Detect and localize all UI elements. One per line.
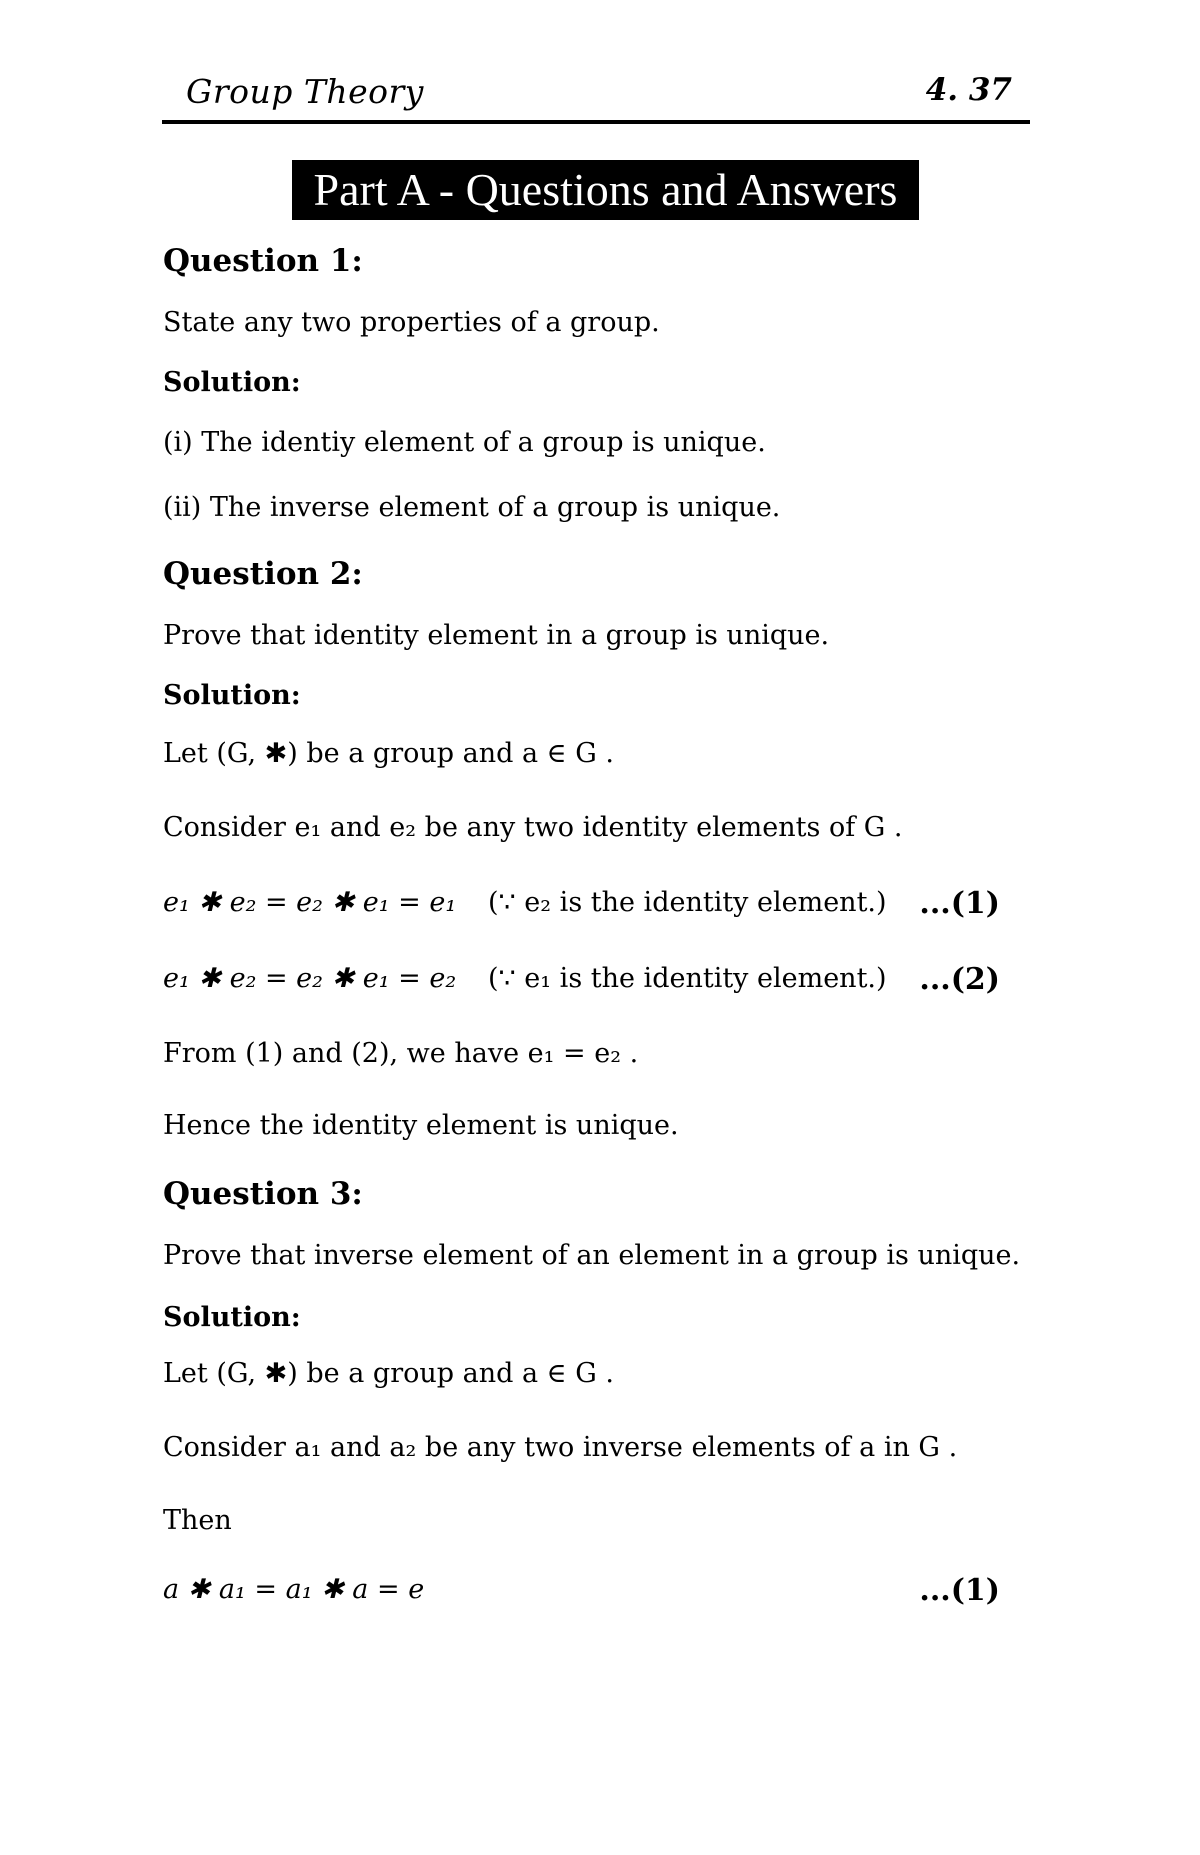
question-2-equation-1: e₁ ✱ e₂ = e₂ ✱ e₁ = e₁ — [163, 887, 457, 918]
question-1-answer-2: (ii) The inverse element of a group is unique. — [163, 492, 781, 523]
question-3-equation-1: a ✱ a₁ = a₁ ✱ a = e — [163, 1574, 425, 1605]
question-3-line-2: Consider a₁ and a₂ be any two inverse elements of a in G . — [163, 1432, 958, 1463]
question-3-line-1: Let (G, ✱) be a group and a ∈ G . — [163, 1358, 614, 1389]
question-1-text: State any two properties of a group. — [163, 307, 660, 338]
question-2-text: Prove that identity element in a group is unique. — [163, 620, 830, 651]
question-1-solution-label: Solution: — [163, 367, 301, 398]
question-2-equation-1-note: (∵ e₂ is the identity element.) — [488, 887, 887, 918]
question-3-line-3: Then — [163, 1505, 232, 1536]
question-2-line-2: Consider e₁ and e₂ be any two identity elements of G . — [163, 812, 903, 843]
question-2-heading: Question 2: — [163, 556, 363, 592]
question-2-equation-2-note: (∵ e₁ is the identity element.) — [488, 963, 887, 994]
question-2-line-4: Hence the identity element is unique. — [163, 1110, 679, 1141]
question-2-equation-2: e₁ ✱ e₂ = e₂ ✱ e₁ = e₂ — [163, 963, 457, 994]
question-2-line-3: From (1) and (2), we have e₁ = e₂ . — [163, 1038, 639, 1069]
question-3-equation-1-number: ...(1) — [919, 1573, 1000, 1608]
question-1-answer-1: (i) The identiy element of a group is unique. — [163, 427, 766, 458]
question-2-line-1: Let (G, ✱) be a group and a ∈ G . — [163, 738, 614, 769]
part-title: Part A - Questions and Answers — [292, 160, 919, 220]
page-header — [162, 62, 1030, 124]
question-2-equation-1-number: ...(1) — [919, 886, 1000, 921]
page-number: 4. 37 — [925, 72, 1012, 108]
question-2-solution-label: Solution: — [163, 680, 301, 711]
question-2-equation-2-number: ...(2) — [919, 962, 1000, 997]
question-3-heading: Question 3: — [163, 1176, 363, 1212]
question-3-solution-label: Solution: — [163, 1302, 301, 1333]
question-3-text: Prove that inverse element of an element in a group is unique. — [163, 1240, 1021, 1271]
question-1-heading: Question 1: — [163, 243, 363, 279]
running-title: Group Theory — [186, 72, 424, 111]
